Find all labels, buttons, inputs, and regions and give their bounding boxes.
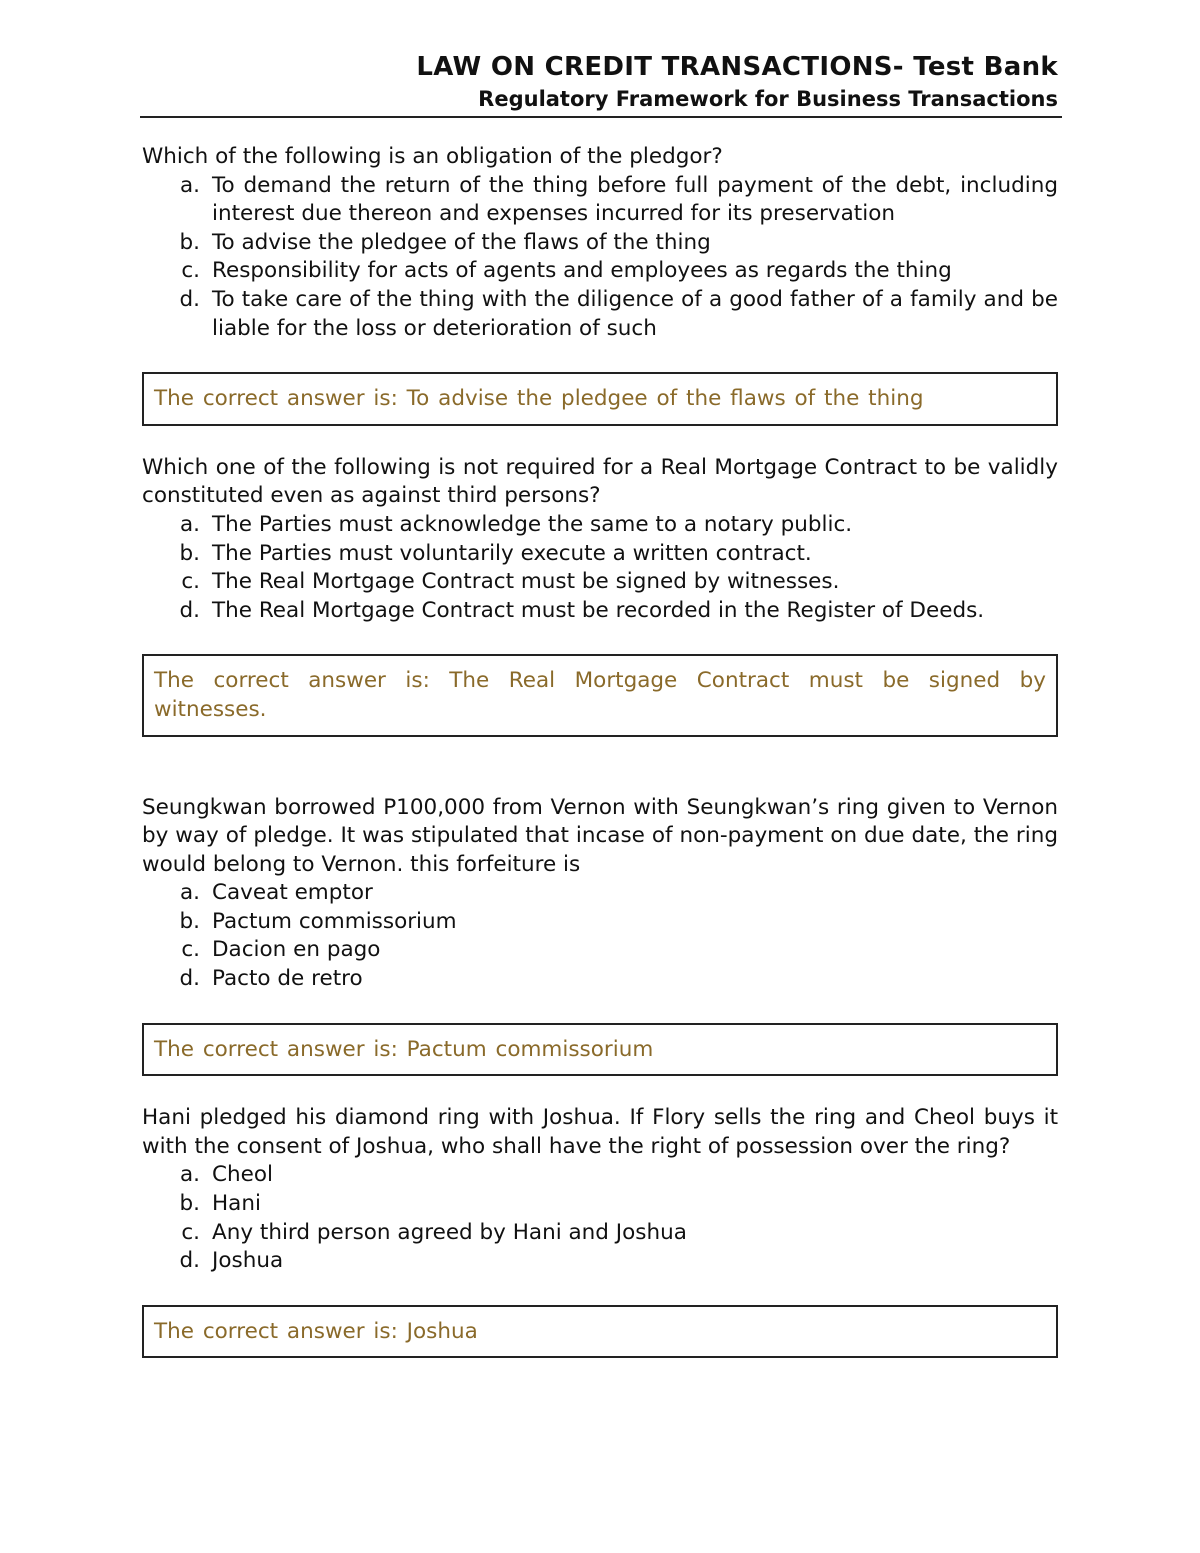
question-block xyxy=(142,794,1058,1105)
question-block xyxy=(142,454,1058,794)
question-text: Which one of the following is not required for a Real Mortgage Contract to be validly constituted even as against third persons? xyxy=(142,454,1058,509)
option-item: a. To demand the return of the thing before full payment of the debt, including interest due thereon and expenses incurred for its preservation xyxy=(179,172,1058,227)
option-item: c. Any third person agreed by Hani and Joshua xyxy=(181,1219,687,1245)
option-item: c. Dacion en pago xyxy=(181,937,381,963)
answer-box: The correct answer is: Pactum commissorium xyxy=(142,1023,1058,1077)
option-item: d. The Real Mortgage Contract must be recorded in the Register of Deeds. xyxy=(179,597,985,623)
options-list xyxy=(142,1161,1058,1275)
test-bank-content xyxy=(142,143,1058,1358)
question-text: Seungkwan borrowed P100,000 from Vernon with Seungkwan’s ring given to Vernon by way of pledge. It was stipulated that incase of non-payment on due date, the ring would belong to Vernon. this forfeiture is xyxy=(142,794,1058,877)
question-block xyxy=(142,143,1058,454)
option-item: c. Responsibility for acts of agents and employees as regards the thing xyxy=(181,258,952,284)
option-item: a. The Parties must acknowledge the same to a notary public. xyxy=(179,511,853,537)
option-item: d. To take care of the thing with the diligence of a good father of a family and be liable for the loss or deterioration of such xyxy=(179,286,1058,341)
question-block xyxy=(142,1104,1058,1358)
option-item: b. The Parties must voluntarily execute a written contract. xyxy=(179,540,812,566)
option-item: d. Joshua xyxy=(179,1248,284,1274)
option-item: d. Pacto de retro xyxy=(179,966,363,992)
option-item: c. The Real Mortgage Contract must be signed by witnesses. xyxy=(181,569,840,595)
option-item: a. Caveat emptor xyxy=(179,880,373,906)
option-item: b. To advise the pledgee of the flaws of the thing xyxy=(179,229,711,255)
answer-box: The correct answer is: Joshua xyxy=(142,1305,1058,1359)
document-title: LAW ON CREDIT TRANSACTIONS- Test Bank xyxy=(416,52,1058,82)
options-list xyxy=(142,879,1058,993)
question-text: Hani pledged his diamond ring with Joshua. If Flory sells the ring and Cheol buys it with the consent of Joshua, who shall have the right of possession over the ring? xyxy=(142,1105,1058,1159)
page-header xyxy=(140,50,1062,118)
option-item: a. Cheol xyxy=(179,1162,273,1188)
option-item: b. Pactum commissorium xyxy=(179,908,457,934)
option-item: b. Hani xyxy=(179,1191,261,1217)
question-text: Which of the following is an obligation of the pledgor? xyxy=(142,144,723,169)
answer-box: The correct answer is: The Real Mortgage Contract must be signed by witnesses. xyxy=(142,654,1058,736)
answer-box: The correct answer is: To advise the pledgee of the flaws of the thing xyxy=(142,372,1058,426)
document-subtitle: Regulatory Framework for Business Transactions xyxy=(478,87,1058,111)
options-list xyxy=(142,511,1058,625)
options-list xyxy=(142,172,1058,344)
